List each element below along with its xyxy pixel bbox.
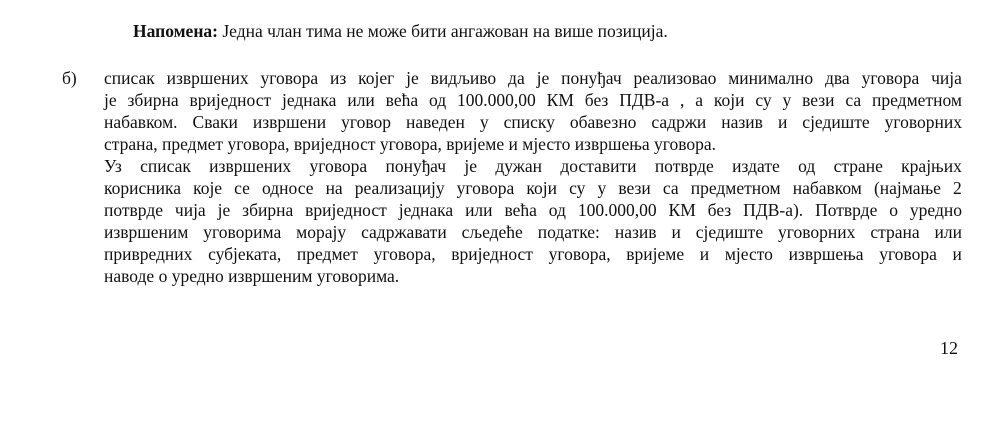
- word: дужан: [495, 156, 543, 176]
- word: уговора,: [373, 244, 436, 264]
- word: мјесто: [724, 244, 773, 264]
- word: ПДВ-а).: [743, 200, 804, 220]
- body-line: [104, 155, 962, 177]
- word: (најмање: [873, 178, 941, 198]
- word: вези: [802, 90, 835, 110]
- word: уговора: [456, 178, 515, 198]
- word: предмет: [296, 244, 358, 264]
- word: које: [193, 178, 223, 198]
- word: наведен: [405, 112, 465, 132]
- word: су: [569, 178, 586, 198]
- word: списак: [140, 156, 191, 176]
- word: списак: [104, 68, 155, 88]
- word: два: [825, 68, 850, 88]
- word: са: [845, 90, 862, 110]
- word: уговорних: [884, 112, 962, 132]
- word: је: [464, 156, 478, 176]
- note-label: Напомена:: [133, 21, 218, 41]
- word: је: [217, 200, 231, 220]
- word: је: [536, 68, 550, 88]
- word: предметном: [690, 178, 781, 198]
- word: уговора: [861, 68, 920, 88]
- word: корисника: [104, 178, 181, 198]
- word: вријеме: [626, 244, 685, 264]
- body-line: [104, 111, 962, 133]
- word: да: [508, 68, 525, 88]
- page-number: 12: [940, 338, 958, 358]
- word: односе: [262, 178, 314, 198]
- word: који: [713, 90, 745, 110]
- word: извршених: [166, 68, 249, 88]
- word: обавезно: [569, 112, 637, 132]
- word: уредно: [909, 200, 962, 220]
- word: Уз: [104, 156, 122, 176]
- word: је: [104, 90, 117, 110]
- word: сједиште: [695, 222, 764, 242]
- word: Сваки: [192, 112, 238, 132]
- body-line: [104, 243, 962, 265]
- word: извршења: [788, 244, 864, 264]
- word: чија: [931, 68, 962, 88]
- word: ,: [679, 90, 685, 110]
- word: од: [548, 200, 566, 220]
- word: се: [234, 178, 250, 198]
- word: потврде: [104, 200, 163, 220]
- word: садржи: [651, 112, 707, 132]
- word: у: [782, 90, 792, 110]
- body-line: [104, 177, 962, 199]
- word: сљедеће: [461, 222, 523, 242]
- list-item-marker: б): [62, 68, 77, 88]
- word: уговора: [309, 156, 368, 176]
- word: КМ: [546, 90, 574, 110]
- word: 100.000,00: [457, 90, 536, 110]
- word: без: [707, 200, 732, 220]
- word: једнака: [282, 90, 337, 110]
- word: сједиште: [802, 112, 870, 132]
- word: назив: [614, 222, 657, 242]
- word: или: [347, 90, 375, 110]
- word: уговорних: [778, 222, 856, 242]
- word: уговор: [341, 112, 391, 132]
- body-line: страна, предмет уговора, вриједност уговора, вријеме и мјесто извршења уговора.: [104, 134, 717, 154]
- word: крајњих: [901, 156, 962, 176]
- word: минимално: [728, 68, 814, 88]
- body-line: [104, 67, 962, 89]
- word: уговора,: [548, 244, 611, 264]
- note-paragraph: [133, 20, 668, 42]
- word: на: [325, 178, 343, 198]
- word: од: [798, 156, 816, 176]
- word: или: [465, 200, 493, 220]
- word: доставити: [560, 156, 637, 176]
- word: Потврде: [815, 200, 878, 220]
- note-text: Једна члан тима не може бити ангажован на више позиција.: [222, 21, 668, 41]
- word: збирна: [127, 90, 179, 110]
- word: уговора: [879, 244, 937, 264]
- word: субјеката,: [208, 244, 282, 264]
- word: уговора: [260, 68, 319, 88]
- word: вриједност: [451, 244, 533, 264]
- word: који: [526, 178, 558, 198]
- word: збирна: [242, 200, 294, 220]
- word: потврде: [654, 156, 714, 176]
- word: набавком: [792, 178, 862, 198]
- word: са: [662, 178, 679, 198]
- list-item-body: [104, 67, 962, 287]
- word: већа: [504, 200, 537, 220]
- word: издате: [732, 156, 780, 176]
- word: морају: [296, 222, 347, 242]
- word: којег: [358, 68, 395, 88]
- word: 2: [953, 178, 962, 198]
- word: вриједност: [305, 200, 387, 220]
- word: извршених: [209, 156, 292, 176]
- body-line: [104, 221, 962, 243]
- body-line: [104, 199, 962, 221]
- word: реализацију: [354, 178, 445, 198]
- word: чија: [174, 200, 206, 220]
- word: уговорима: [203, 222, 282, 242]
- word: набавком.: [104, 112, 178, 132]
- word: ПДВ-а: [619, 90, 670, 110]
- word: стране: [833, 156, 883, 176]
- body-line: наводе о уредно извршеним уговорима.: [104, 266, 400, 286]
- word: из: [330, 68, 347, 88]
- word: реализовао: [633, 68, 717, 88]
- word: предметном: [872, 90, 962, 110]
- word: податке:: [537, 222, 600, 242]
- word: привредних: [104, 244, 193, 264]
- word: садржавати: [361, 222, 447, 242]
- word: и: [699, 244, 710, 264]
- body-line: [104, 89, 962, 111]
- word: од: [429, 90, 447, 110]
- word: су: [755, 90, 772, 110]
- word: једнака: [398, 200, 454, 220]
- word: видљиво: [430, 68, 497, 88]
- word: извршеним: [104, 222, 189, 242]
- word: у: [597, 178, 607, 198]
- word: 100.000,00: [577, 200, 657, 220]
- word: понуђач: [385, 156, 447, 176]
- word: страна: [870, 222, 920, 242]
- word: назив: [721, 112, 763, 132]
- word: је: [406, 68, 419, 88]
- word: понуђач: [561, 68, 622, 88]
- word: списку: [503, 112, 555, 132]
- word: или: [934, 222, 962, 242]
- word: извршени: [252, 112, 327, 132]
- word: о: [889, 200, 899, 220]
- word: и: [777, 112, 788, 132]
- word: вриједност: [189, 90, 272, 110]
- word: а: [695, 90, 703, 110]
- word: у: [479, 112, 489, 132]
- word: без: [584, 90, 609, 110]
- word: вези: [618, 178, 651, 198]
- word: КМ: [668, 200, 696, 220]
- word: и: [952, 244, 962, 264]
- word: већа: [385, 90, 419, 110]
- word: и: [671, 222, 681, 242]
